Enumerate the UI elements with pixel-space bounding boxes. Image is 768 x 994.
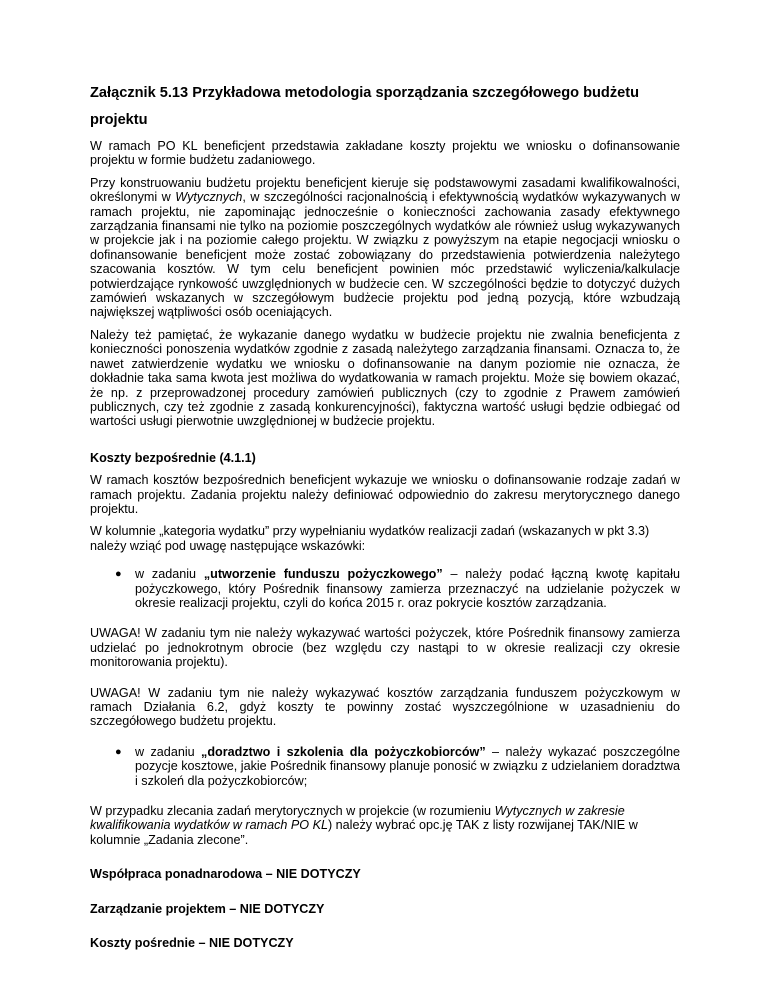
bullet2-post: – należy wykazać poszczególne pozycje kosztowe, jakie Pośrednik finansowy planuje ponosić w związku z udzielaniem doradztwa i szkoleń dla pożyczkobiorców; xyxy=(135,744,680,788)
intro-p2-italic: Wytycznych xyxy=(175,190,243,205)
bullet1-pre: w zadaniu xyxy=(135,567,204,582)
direct-costs-paragraph-1: W ramach kosztów bezpośrednich beneficjent wykazuje we wniosku o dofinansowanie rodzaje zadań w ramach projektu. Zadania projektu należy definiować odpowiednio do zakresu merytorycznego danego projektu. xyxy=(90,473,680,516)
not-applicable-transnational: Współpraca ponadnarodowa – NIE DOTYCZY xyxy=(90,867,361,882)
not-applicable-project-management: Zarządzanie projektem – NIE DOTYCZY xyxy=(90,901,325,916)
list-item xyxy=(90,745,680,788)
intro-p2-text-b: , w szczególności racjonalnością i efektywnością wydatków wykazywanych w ramach projektu, nie zapominając jednocześnie o konieczności zachowania zasady efektywnego zarządzania finansami nie tylko na poziomie poszczególnych wydatków ale również usług wykazywanych w projekcie jak i na poziomie całego projektu. W związku z powyższym na etapie negocjacji wniosku o dofinansowanie beneficjent może zostać zobowiązany do przedstawienia potwierdzenia należytego szacowania kosztów. W tym celu beneficjent powinien móc przedstawić wyliczenia/kalkulacje potwierdzające rynkowość uwzględnionych w budżecie cen. W szczególności będzie to dotyczyć dużych zamówień wskazanych w szczegółowym budżecie projektu pod jedną pozycją, które wzbudzają największej wątpliwości osób oceniających. xyxy=(90,190,680,320)
bullet2-pre: w zadaniu xyxy=(135,744,202,759)
intro-p2-text-a: Przy konstruowaniu budżetu projektu beneficjent kieruje się podstawowymi zasadami kwalifikowalności, określonymi w xyxy=(90,175,680,205)
page-title: Załącznik 5.13 Przykładowa metodologia sporządzania szczegółowego budżetu projektu xyxy=(90,85,640,128)
document-page xyxy=(90,80,680,970)
bullet-icon: ● xyxy=(115,745,122,758)
outsourcing-post: ) należy wybrać opc.ję TAK z listy rozwijanej TAK/NIE w kolumnie „Zadania zlecone”. xyxy=(90,818,638,847)
intro-paragraph-2 xyxy=(90,176,680,320)
bullet1-bold: „utworzenie funduszu pożyczkowego” xyxy=(203,567,443,582)
warning-paragraph-2: UWAGA! W zadaniu tym nie należy wykazywać kosztów zarządzania funduszem pożyczkowym w ramach Działania 6.2, gdyż koszty te powinny zostać wyszczególnione w uzasadnieniu do szczegółowego budżetu projektu. xyxy=(90,685,680,729)
bullet1-post: – należy podać łączną kwotę kapitału pożyczkowego, który Pośrednik finansowy zamierza przeznaczyć na udzielanie pożyczek w okresie realizacji projektu, czyli do końca 2015 r. oraz pokrycie kosztów zarządzania. xyxy=(135,567,680,610)
outsourcing-pre: W przypadku zlecania zadań merytorycznych w projekcie (w rozumieniu xyxy=(90,804,495,819)
warning-paragraph-1: UWAGA! W zadaniu tym nie należy wykazywać wartości pożyczek, które Pośrednik finansowy zamierza udzielać po jednokrotnym obrocie (bez względu czy nastąpi to w okresie realizacji czy okresie monitorowania projektu). xyxy=(90,626,680,670)
outsourcing-italic: Wytycznych w zakresie kwalifikowania wydatków w ramach PO KL xyxy=(90,804,625,833)
section-heading-direct-costs: Koszty bezpośrednie (4.1.1) xyxy=(90,450,256,465)
intro-paragraph-3: Należy też pamiętać, że wykazanie danego wydatku w budżecie projektu nie zwalnia beneficjenta z konieczności ponoszenia wydatków zgodnie z zasadą należytego zarządzania finansami. Oznacza to, że nawet zatwierdzenie wydatku we wniosku o dofinansowanie na danym poziomie nie oznacza, że dokładnie taka sama kwota jest możliwa do wydatkowania w ramach projektu. Może się bowiem okazać, że np. z przeprowadzonej procedury zamówień publicznych (czy to zgodnie z Prawem zamówień publicznych, czy też zgodnie z zasadą konkurencyjności), faktyczna wartość usługi będzie odbiegać od wartości usługi pierwotnie uwzględnionej w budżecie projektu. xyxy=(90,327,680,429)
bullet2-bold: „doradztwo i szkolenia dla pożyczkobiorców” xyxy=(201,744,486,759)
not-applicable-indirect-costs: Koszty pośrednie – NIE DOTYCZY xyxy=(90,936,294,951)
bullet-icon: ● xyxy=(115,568,122,581)
direct-costs-paragraph-2: W kolumnie „kategoria wydatku” przy wypełnianiu wydatków realizacji zadań (wskazanych w pkt 3.3) należy wziąć pod uwagę następujące wskazówki: xyxy=(90,524,650,553)
outsourcing-paragraph xyxy=(90,804,680,847)
list-item xyxy=(90,567,680,610)
intro-paragraph-1: W ramach PO KL beneficjent przedstawia zakładane koszty projektu we wniosku o dofinansowanie projektu w formie budżetu zadaniowego. xyxy=(90,139,680,168)
